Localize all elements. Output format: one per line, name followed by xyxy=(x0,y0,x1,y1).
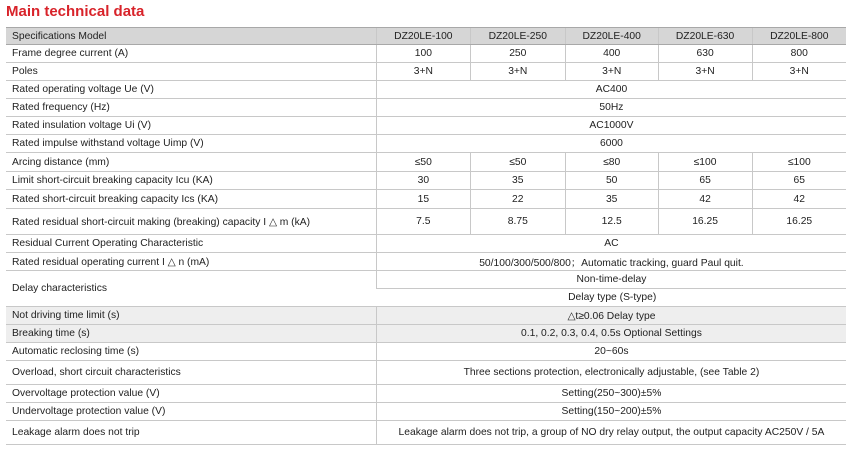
table-row xyxy=(6,385,846,403)
table-cell: 16.25 xyxy=(658,209,752,235)
table-cell: Delay type (S-type) xyxy=(376,289,846,307)
table-cell: 16.25 xyxy=(752,209,846,235)
table-cell: 6000 xyxy=(376,135,846,153)
table-row xyxy=(6,63,846,81)
table-cell: 42 xyxy=(658,190,752,209)
table-cell: AC400 xyxy=(376,81,846,99)
page-title: Main technical data xyxy=(6,3,145,20)
table-cell: AC1000V xyxy=(376,117,846,135)
table-row xyxy=(6,99,846,117)
table-cell: 22 xyxy=(470,190,565,209)
table-cell: 65 xyxy=(752,172,846,190)
row-label: Poles xyxy=(6,63,376,81)
table-cell: 50/100/300/500/800；Automatic tracking, guard Paul quit. xyxy=(376,253,846,271)
table-cell: ≤100 xyxy=(752,153,846,172)
row-label: Automatic reclosing time (s) xyxy=(6,343,376,361)
row-label: Rated impulse withstand voltage Uimp (V) xyxy=(6,135,376,153)
table-cell: 250 xyxy=(470,45,565,63)
table-row xyxy=(6,117,846,135)
table-cell: ≤80 xyxy=(565,153,658,172)
table-row xyxy=(6,45,846,63)
row-label: Rated short-circuit breaking capacity Ics (KA) xyxy=(6,190,376,209)
row-label: Undervoltage protection value (V) xyxy=(6,403,376,421)
table-cell: Setting(150~200)±5% xyxy=(376,403,846,421)
table-row xyxy=(6,190,846,209)
row-label: Overvoltage protection value (V) xyxy=(6,385,376,403)
row-label: Arcing distance (mm) xyxy=(6,153,376,172)
table-cell: 8.75 xyxy=(470,209,565,235)
table-cell: 12.5 xyxy=(565,209,658,235)
table-cell: ≤100 xyxy=(658,153,752,172)
row-label: Limit short-circuit breaking capacity Icu (KA) xyxy=(6,172,376,190)
row-label: Rated operating voltage Ue (V) xyxy=(6,81,376,99)
table-row xyxy=(6,209,846,235)
table-row xyxy=(6,343,846,361)
table-row xyxy=(6,153,846,172)
table-cell: 630 xyxy=(658,45,752,63)
model-header: DZ20LE-400 xyxy=(565,28,658,45)
table-cell: 3+N xyxy=(752,63,846,81)
model-header: DZ20LE-100 xyxy=(376,28,470,45)
table-cell: Setting(250~300)±5% xyxy=(376,385,846,403)
table-row xyxy=(6,421,846,445)
table-row xyxy=(6,135,846,153)
model-header: DZ20LE-250 xyxy=(470,28,565,45)
table-cell: 50Hz xyxy=(376,99,846,117)
table-row xyxy=(6,235,846,253)
table-header-row xyxy=(6,28,846,45)
row-label: Breaking time (s) xyxy=(6,325,376,343)
table-cell: AC xyxy=(376,235,846,253)
row-label: Residual Current Operating Characteristic xyxy=(6,235,376,253)
table-row xyxy=(6,172,846,190)
table-row xyxy=(6,81,846,99)
table-cell: ≤50 xyxy=(376,153,470,172)
model-header: DZ20LE-800 xyxy=(752,28,846,45)
table-cell: 42 xyxy=(752,190,846,209)
table-cell: 35 xyxy=(470,172,565,190)
table-row xyxy=(6,307,846,325)
table-cell: 400 xyxy=(565,45,658,63)
table-cell: 7.5 xyxy=(376,209,470,235)
table-cell: 65 xyxy=(658,172,752,190)
table-cell: 3+N xyxy=(470,63,565,81)
table-row xyxy=(6,403,846,421)
table-cell: 15 xyxy=(376,190,470,209)
table-row xyxy=(6,361,846,385)
row-label: Rated residual short-circuit making (breaking) capacity I △ m (kA) xyxy=(6,209,376,235)
table-cell: 100 xyxy=(376,45,470,63)
row-label: Rated insulation voltage Ui (V) xyxy=(6,117,376,135)
table-cell: 3+N xyxy=(376,63,470,81)
table-cell: 30 xyxy=(376,172,470,190)
header-label: Specifications Model xyxy=(6,28,376,45)
table-cell: 0.1, 0.2, 0.3, 0.4, 0.5s Optional Settings xyxy=(376,325,846,343)
row-label: Not driving time limit (s) xyxy=(6,307,376,325)
row-label: Overload, short circuit characteristics xyxy=(6,361,376,385)
row-label: Leakage alarm does not trip xyxy=(6,421,376,445)
table-row xyxy=(6,253,846,271)
table-cell: Non-time-delay xyxy=(376,271,846,289)
row-label: Delay characteristics xyxy=(6,271,376,307)
table-cell: Leakage alarm does not trip, a group of NO dry relay output, the output capacity AC250V / 5A xyxy=(376,421,846,445)
row-label: Rated residual operating current I △ n (mA) xyxy=(6,253,376,271)
table-cell: 3+N xyxy=(658,63,752,81)
table-cell: 50 xyxy=(565,172,658,190)
table-cell: Three sections protection, electronically adjustable, (see Table 2) xyxy=(376,361,846,385)
table-cell: 35 xyxy=(565,190,658,209)
spec-table xyxy=(6,27,846,445)
table-cell: ≤50 xyxy=(470,153,565,172)
table-cell: △t≥0.06 Delay type xyxy=(376,307,846,325)
table-cell: 800 xyxy=(752,45,846,63)
model-header: DZ20LE-630 xyxy=(658,28,752,45)
row-label: Rated frequency (Hz) xyxy=(6,99,376,117)
table-row xyxy=(6,271,846,289)
table-cell: 20~60s xyxy=(376,343,846,361)
row-label: Frame degree current (A) xyxy=(6,45,376,63)
table-cell: 3+N xyxy=(565,63,658,81)
table-row xyxy=(6,325,846,343)
